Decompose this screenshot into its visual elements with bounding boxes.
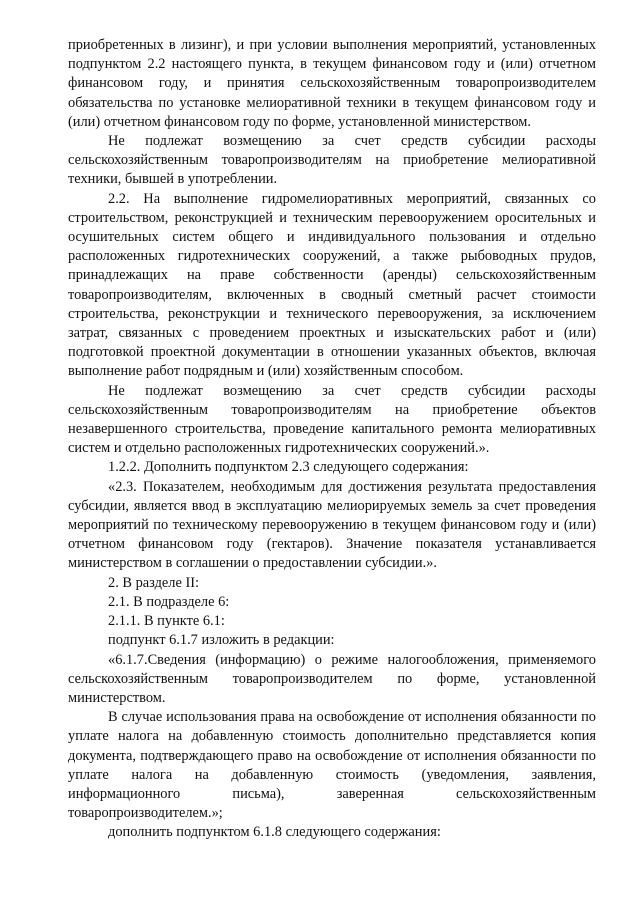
paragraph-2-3-indicator: «2.3. Показателем, необходимым для достижения результата предоставления субсидии, является ввод в эксплуатацию мелиорируемых земель за счет проведения мероприятий по техническому перевооружению в текущем финансовом году и (или) отчетном финансовом году (гектаров). Значение показателя устанавливается министерством в соглашении о предоставлении субсидии.». [68,478,596,572]
paragraph-vat-exemption: В случае использования права на освобождение от исполнения обязанности по уплате налога на добавленную стоимость дополнительно представляется копия документа, подтверждающего право на освобождение от исполнения обязанности по уплате налога на добавленную стоимость (уведомления, заявления, информационного письма), заверенная сельскохозяйственным товаропроизводителем.»; [68,709,596,822]
document-page [68,36,596,843]
paragraph-section-ii: 2. В разделе II: [108,574,200,591]
paragraph-no-reimbursement-unfinished-construction: Не подлежат возмещению за счет средств субсидии расходы сельскохозяйственным товаропроизводителям на приобретение объектов незавершенного строительства, проведение капитального ремонта мелиоративных систем и отдельно расположенных гидротехнических сооружений.». [68,382,596,457]
paragraph-6-1-7-tax-regime: «6.1.7.Сведения (информацию) о режиме налогообложения, применяемого сельскохозяйственным товаропроизводителем по форме, установленной министерством. [68,651,596,706]
paragraph-lizing-continuation: приобретенных в лизинг), и при условии выполнения мероприятий, установленных подпунктом 2.2 настоящего пункта, в текущем финансовом году и (или) отчетном финансовом году, и принятия сельскохозяйственным товаропроизводителем обязательства по установке мелиоративной техники в текущем финансовом году и (или) отчетном финансовом году по форме, установленной министерством. [68,37,596,130]
paragraph-1-2-2-add-subpoint: 1.2.2. Дополнить подпунктом 2.3 следующего содержания: [108,459,469,476]
paragraph-subpoint-6-1-7-edit: подпункт 6.1.7 изложить в редакции: [108,632,335,649]
paragraph-subsection-6: 2.1. В подразделе 6: [108,593,230,610]
paragraph-item-6-1: 2.1.1. В пункте 6.1: [108,613,225,630]
paragraph-no-reimbursement-used-equipment: Не подлежат возмещению за счет средств субсидии расходы сельскохозяйственным товаропроизводителям на приобретение мелиоративной техники, бывшей в употреблении. [68,133,596,188]
paragraph-add-subpoint-6-1-8: дополнить подпунктом 6.1.8 следующего содержания: [108,824,441,841]
paragraph-2-2-hydromelioration: 2.2. На выполнение гидромелиоративных мероприятий, связанных со строительством, реконструкцией и техническим перевооружением оросительных и осушительных систем общего и индивидуального пользования и отдельно расположенных гидротехнических сооружений, а также рыбоводных прудов, принадлежащих на праве собственности (аренды) сельскохозяйственным товаропроизводителям, включенных в сводный сметный расчет стоимости строительства, реконструкции и технического перевооружения, за исключением затрат, связанных с проведением проектных и изыскательских работ и (или) подготовкой проектной документации в отношении указанных объектов, включая выполнение работ подрядным и (или) хозяйственным способом. [68,190,596,380]
